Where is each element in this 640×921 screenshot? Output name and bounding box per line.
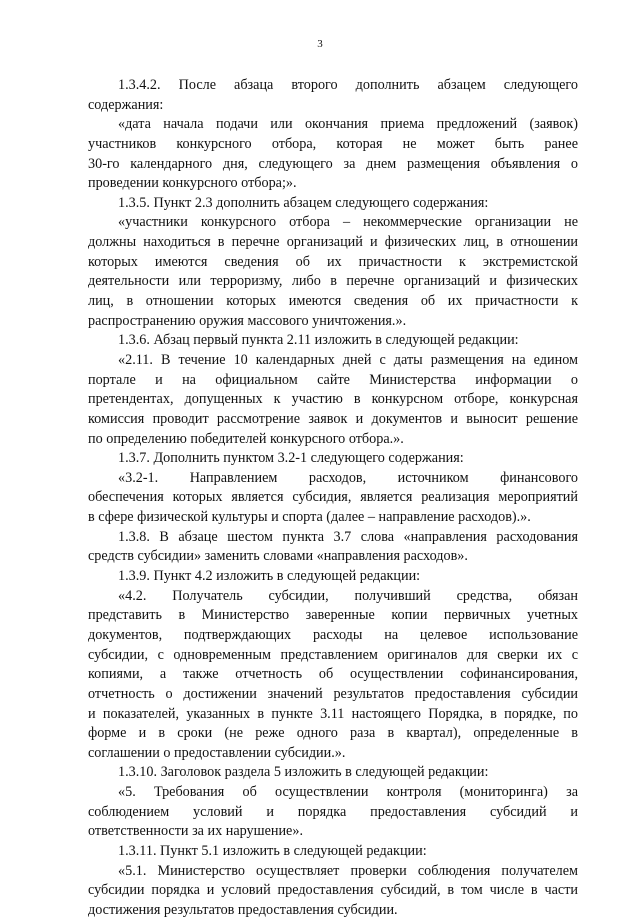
text-line: «участники конкурсного отбора – некоммерческие организации не — [118, 214, 578, 231]
text-line: «4.2. Получатель субсидии, получивший средства, обязан — [118, 587, 578, 604]
text-line: 1.3.6. Абзац первый пункта 2.11 изложить в следующей редакции: — [118, 332, 519, 349]
text-line: 1.3.8. В абзаце шестом пункта 3.7 слова «направления расходования — [118, 528, 578, 545]
text-line: претендентах, допущенных к участию в конкурсном отборе, конкурсная — [88, 391, 578, 408]
text-line: достижения результатов предоставления субсидии. — [88, 901, 398, 918]
text-line: должны находиться в перечне организаций и физических лиц, в отношении — [88, 234, 578, 251]
text-line: по определению победителей конкурсного отбора.». — [88, 430, 404, 447]
text-line: 1.3.5. Пункт 2.3 дополнить абзацем следующего содержания: — [118, 194, 489, 211]
text-line: «5.1. Министерство осуществляет проверки соблюдения получателем — [118, 862, 578, 879]
text-line: обеспечения которых является субсидия, является реализация мероприятий — [88, 489, 578, 506]
text-line: «2.11. В течение 10 календарных дней с даты размещения на едином — [118, 351, 578, 368]
text-line: участников конкурсного отбора, которая не может быть ранее — [88, 135, 578, 152]
page-number: 3 — [317, 38, 323, 50]
text-line: субсидии, с одновременным представлением оригиналов для сверки их с — [88, 646, 578, 663]
text-line: «дата начала подачи или окончания приема предложений (заявок) — [118, 116, 578, 133]
text-line: копиями, а также отчетность об осуществлении софинансирования, — [88, 666, 578, 683]
text-line: которых имеются сведения об их причастности к экстремистской — [88, 253, 578, 270]
text-line: форме и в сроки (не реже одного раза в квартал), определенные в — [88, 725, 578, 742]
text-line: 1.3.7. Дополнить пунктом 3.2-1 следующего содержания: — [118, 450, 464, 467]
text-line: соглашении о предоставлении субсидии.». — [88, 744, 346, 761]
text-line: средств субсидии» заменить словами «направления расходов». — [88, 548, 468, 565]
text-line: 1.3.4.2. После абзаца второго дополнить абзацем следующего — [118, 77, 578, 93]
text-line: деятельности или терроризму, либо в перечне организаций и физических — [88, 273, 578, 290]
text-line: лиц, в отношении которых имеются сведения об их причастности к — [88, 293, 578, 310]
text-line: комиссия проводит рассмотрение заявок и документов и выносит решение — [88, 410, 578, 427]
text-line: «5. Требования об осуществлении контроля (мониторинга) за — [118, 784, 578, 801]
text-line: «3.2-1. Направлением расходов, источником финансового — [118, 469, 578, 486]
text-line: 1.3.9. Пункт 4.2 изложить в следующей редакции: — [118, 568, 421, 585]
text-line: отчетность о достижении значений результатов предоставления субсидии — [88, 685, 578, 702]
text-line: портале и на официальном сайте Министерства информации о — [88, 371, 578, 388]
text-line: представить в Министерство заверенные копии первичных учетных — [88, 607, 578, 624]
text-line: и показателей, указанных в пункте 3.11 настоящего Порядка, в порядке, по — [88, 705, 578, 722]
text-line: соблюдением условий и порядка предоставления субсидий и — [88, 803, 578, 820]
text-line: 1.3.10. Заголовок раздела 5 изложить в следующей редакции: — [118, 764, 489, 781]
text-line: ответственности за их нарушение». — [88, 823, 303, 840]
document-body — [88, 76, 578, 921]
text-line: распространению оружия массового уничтожения.». — [88, 312, 407, 329]
text-line: субсидии порядка и условий предоставления субсидий, в том числе в части — [88, 882, 578, 899]
text-line: 1.3.11. Пункт 5.1 изложить в следующей редакции: — [118, 842, 427, 859]
text-line: в сфере физической культуры и спорта (далее – направление расходов).». — [88, 509, 531, 526]
text-line: документов, подтверждающих расходы на целевое использование — [88, 626, 578, 643]
text-line: 30-го календарного дня, следующего за днем размещения объявления о — [88, 155, 578, 172]
text-line: содержания: — [88, 96, 164, 113]
text-line: проведении конкурсного отбора;». — [88, 175, 297, 192]
